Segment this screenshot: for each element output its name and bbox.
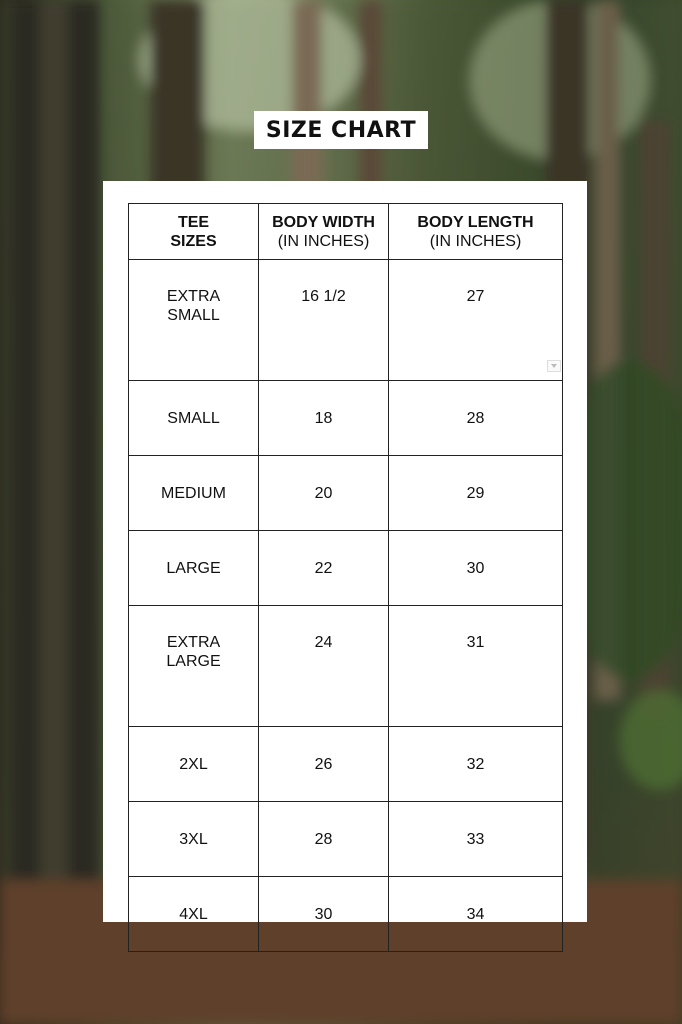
header-line: BODY WIDTH	[272, 213, 375, 231]
size-chart-title-box	[254, 111, 428, 149]
table-row	[129, 802, 563, 877]
width-cell: 28	[259, 802, 389, 877]
size-chart-card	[103, 181, 587, 922]
width-cell: 24	[259, 606, 389, 727]
size-table	[128, 203, 563, 952]
table-header-row	[129, 204, 563, 260]
header-line: SIZES	[170, 232, 217, 250]
size-cell: LARGE	[129, 531, 259, 606]
table-row	[129, 727, 563, 802]
width-cell: 30	[259, 877, 389, 952]
length-cell: 32	[389, 727, 563, 802]
table-row	[129, 260, 563, 381]
length-cell: 30	[389, 531, 563, 606]
width-cell: 16 1/2	[259, 260, 389, 381]
size-cell	[129, 606, 259, 727]
size-label: EXTRA	[166, 288, 221, 305]
header-line: TEE	[177, 213, 210, 231]
size-label: LARGE	[166, 653, 221, 670]
size-cell	[129, 260, 259, 381]
length-cell: 34	[389, 877, 563, 952]
header-unit: (IN INCHES)	[277, 232, 370, 250]
size-cell: SMALL	[129, 381, 259, 456]
size-cell: 2XL	[129, 727, 259, 802]
header-body-length	[389, 204, 563, 260]
size-cell: 3XL	[129, 802, 259, 877]
size-label: EXTRA	[166, 634, 221, 651]
length-cell: 29	[389, 456, 563, 531]
size-label: SMALL	[167, 307, 220, 324]
header-unit: (IN INCHES)	[429, 232, 522, 250]
width-cell: 20	[259, 456, 389, 531]
width-cell: 26	[259, 727, 389, 802]
table-row	[129, 606, 563, 727]
table-row	[129, 877, 563, 952]
header-line: BODY LENGTH	[417, 213, 534, 231]
width-cell: 18	[259, 381, 389, 456]
width-cell: 22	[259, 531, 389, 606]
table-row	[129, 531, 563, 606]
size-cell: 4XL	[129, 877, 259, 952]
page-title: SIZE CHART	[265, 117, 417, 143]
length-cell: 27	[389, 260, 563, 381]
table-row	[129, 381, 563, 456]
header-tee-sizes	[129, 204, 259, 260]
length-cell: 28	[389, 381, 563, 456]
header-body-width	[259, 204, 389, 260]
length-cell: 33	[389, 802, 563, 877]
size-cell: MEDIUM	[129, 456, 259, 531]
table-row	[129, 456, 563, 531]
length-cell: 31	[389, 606, 563, 727]
